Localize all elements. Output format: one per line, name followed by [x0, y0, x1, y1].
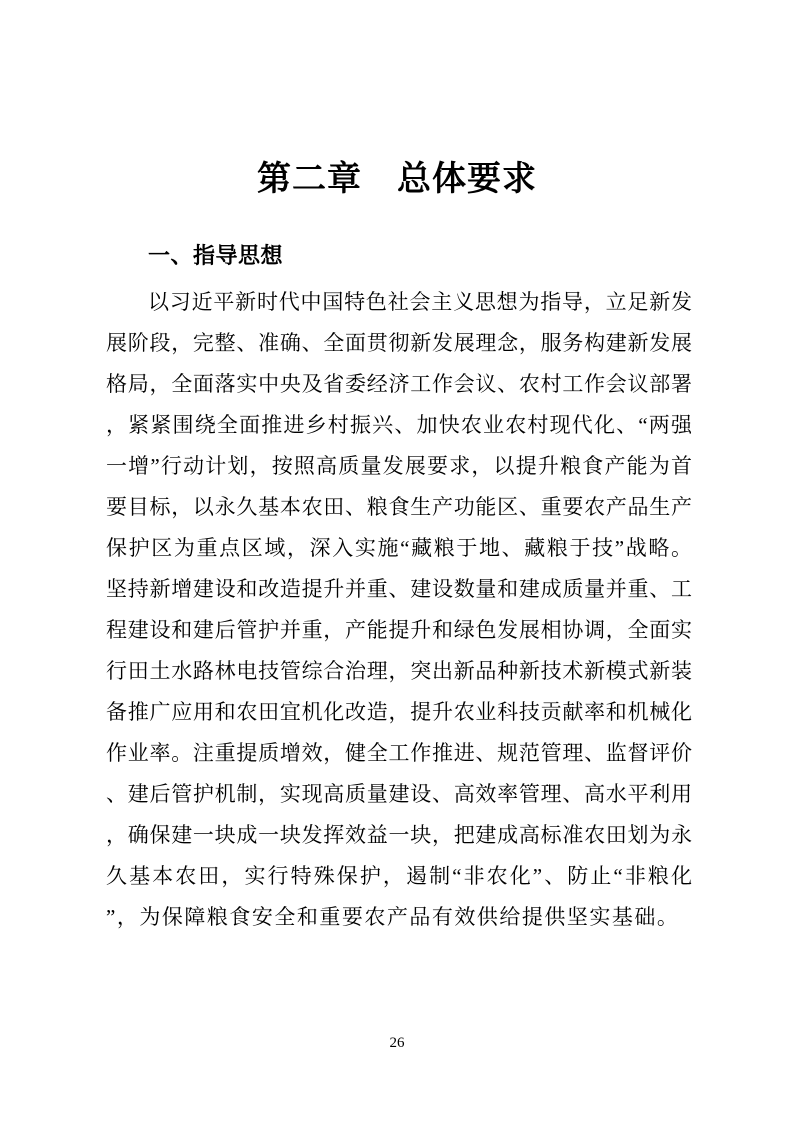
page-number: 26: [389, 1035, 405, 1051]
paragraph-line: ，确保建一块成一块发挥效益一块，把建成高标准农田划为永: [106, 823, 692, 847]
paragraph-line: 以习近平新时代中国特色社会主义思想为指导，立足新发: [148, 290, 692, 314]
paragraph-line: 展阶段，完整、准确、全面贯彻新发展理念，服务构建新发展: [106, 331, 692, 355]
paragraph-line: ，紧紧围绕全面推进乡村振兴、加快农业农村现代化、“两强: [106, 413, 692, 437]
paragraph-line: 行田土水路林电技管综合治理，突出新品种新技术新模式新装: [106, 659, 692, 683]
paragraph-line: 保护区为重点区域，深入实施“藏粮于地、藏粮于技”战略。: [106, 536, 692, 560]
paragraph-line: 、建后管护机制，实现高质量建设、高效率管理、高水平利用: [106, 782, 692, 806]
paragraph-line: 备推广应用和农田宜机化改造，提升农业科技贡献率和机械化: [106, 700, 692, 724]
paragraph-line: 要目标，以永久基本农田、粮食生产功能区、重要农产品生产: [106, 495, 692, 519]
paragraph-line: ”，为保障粮食安全和重要农产品有效供给提供坚实基础。: [106, 905, 680, 929]
paragraph-line: 坚持新增建设和改造提升并重、建设数量和建成质量并重、工: [106, 577, 692, 601]
section-heading: 一、指导思想: [148, 243, 284, 268]
paragraph-line: 格局，全面落实中央及省委经济工作会议、农村工作会议部署: [106, 372, 692, 396]
paragraph-line: 作业率。注重提质增效，健全工作推进、规范管理、监督评价: [106, 741, 692, 765]
paragraph-line: 一增”行动计划，按照高质量发展要求，以提升粮食产能为首: [106, 454, 692, 478]
paragraph: [106, 282, 692, 938]
paragraph-line: 久基本农田，实行特殊保护，遏制“非农化”、防止“非粮化: [106, 864, 692, 888]
paragraph-line: 程建设和建后管护并重，产能提升和绿色发展相协调，全面实: [106, 618, 692, 642]
chapter-title: 第二章 总体要求: [257, 160, 537, 198]
